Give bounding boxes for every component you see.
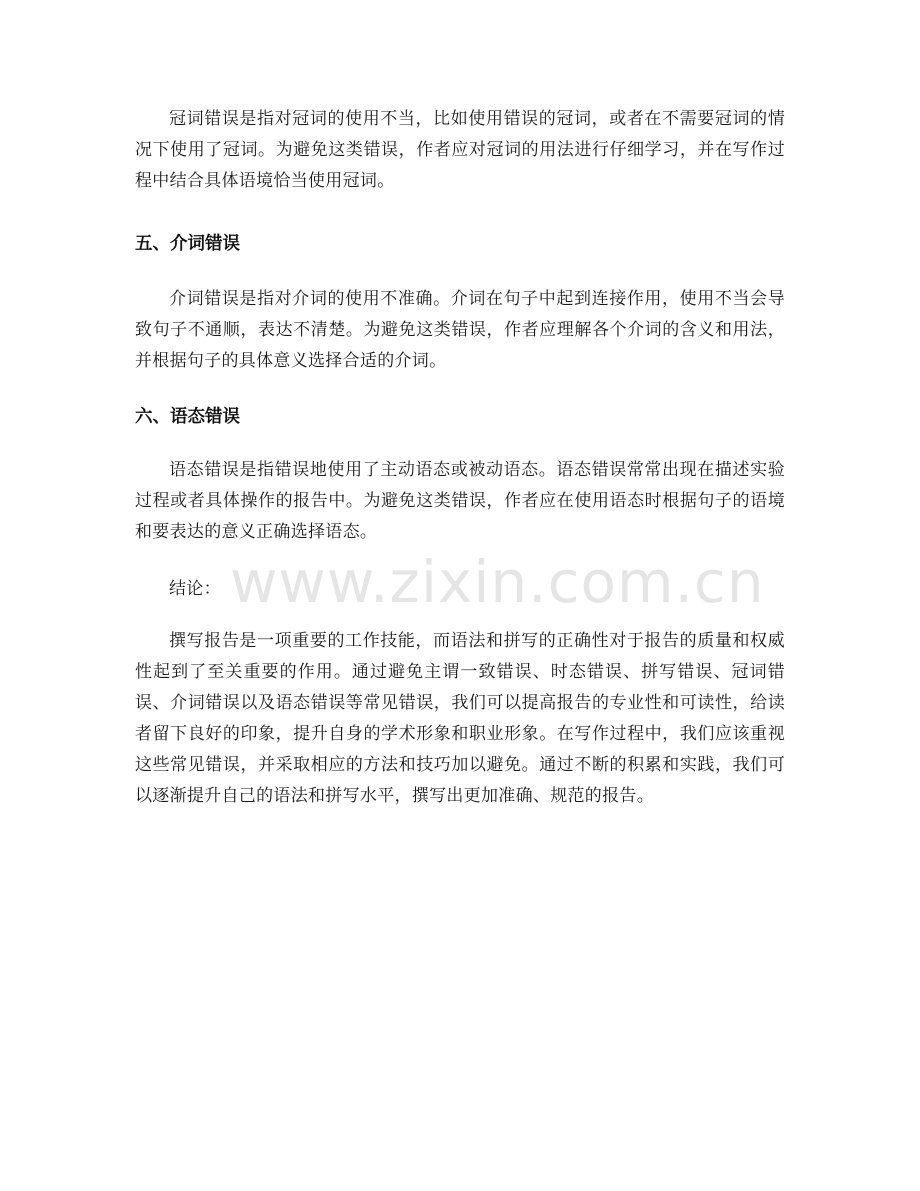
conclusion-label-block [135,574,785,605]
conclusion-label: 结论： [169,579,221,599]
article-error-section [135,104,785,197]
article-error-paragraph: 冠词错误是指对冠词的使用不当，比如使用错误的冠词，或者在不需要冠词的情况下使用了冠词。为避免这类错误，作者应对冠词的用法进行仔细学习，并在写作过程中结合具体语境恰当使用冠词。 [135,109,785,191]
voice-error-paragraph: 语态错误是指错误地使用了主动语态或被动语态。语态错误常常出现在描述实验过程或者具体操作的报告中。为避免这类错误，作者应在使用语态时根据句子的语境和要表达的意义正确选择语态。 [135,460,785,542]
preposition-error-section [135,284,785,377]
preposition-error-paragraph: 介词错误是指对介词的使用不准确。介词在句子中起到连接作用，使用不当会导致句子不通顺，表达不清楚。为避免这类错误，作者应理解各个介词的含义和用法，并根据句子的具体意义选择合适的介词。 [135,289,785,371]
section5-block [135,231,785,257]
section6-heading: 六、语态错误 [135,407,240,427]
section6-block [135,404,785,430]
watermark: www.zixin.com.cn [230,548,765,616]
section5-heading: 五、介词错误 [135,234,240,254]
voice-error-section [135,455,785,548]
conclusion-paragraph: 撰写报告是一项重要的工作技能，而语法和拼写的正确性对于报告的质量和权威性起到了至关重要的作用。通过避免主谓一致错误、时态错误、拼写错误、冠词错误、介词错误以及语态错误等常见错误，我们可以提高报告的专业性和可读性，给读者留下良好的印象，提升自身的学术形象和职业形象。在写作过程中，我们应该重视这些常见错误，并采取相应的方法和技巧加以避免。通过不断的积累和实践，我们可以逐渐提升自己的语法和拼写水平，撰写出更加准确、规范的报告。 [135,631,785,806]
conclusion-section [135,626,785,812]
